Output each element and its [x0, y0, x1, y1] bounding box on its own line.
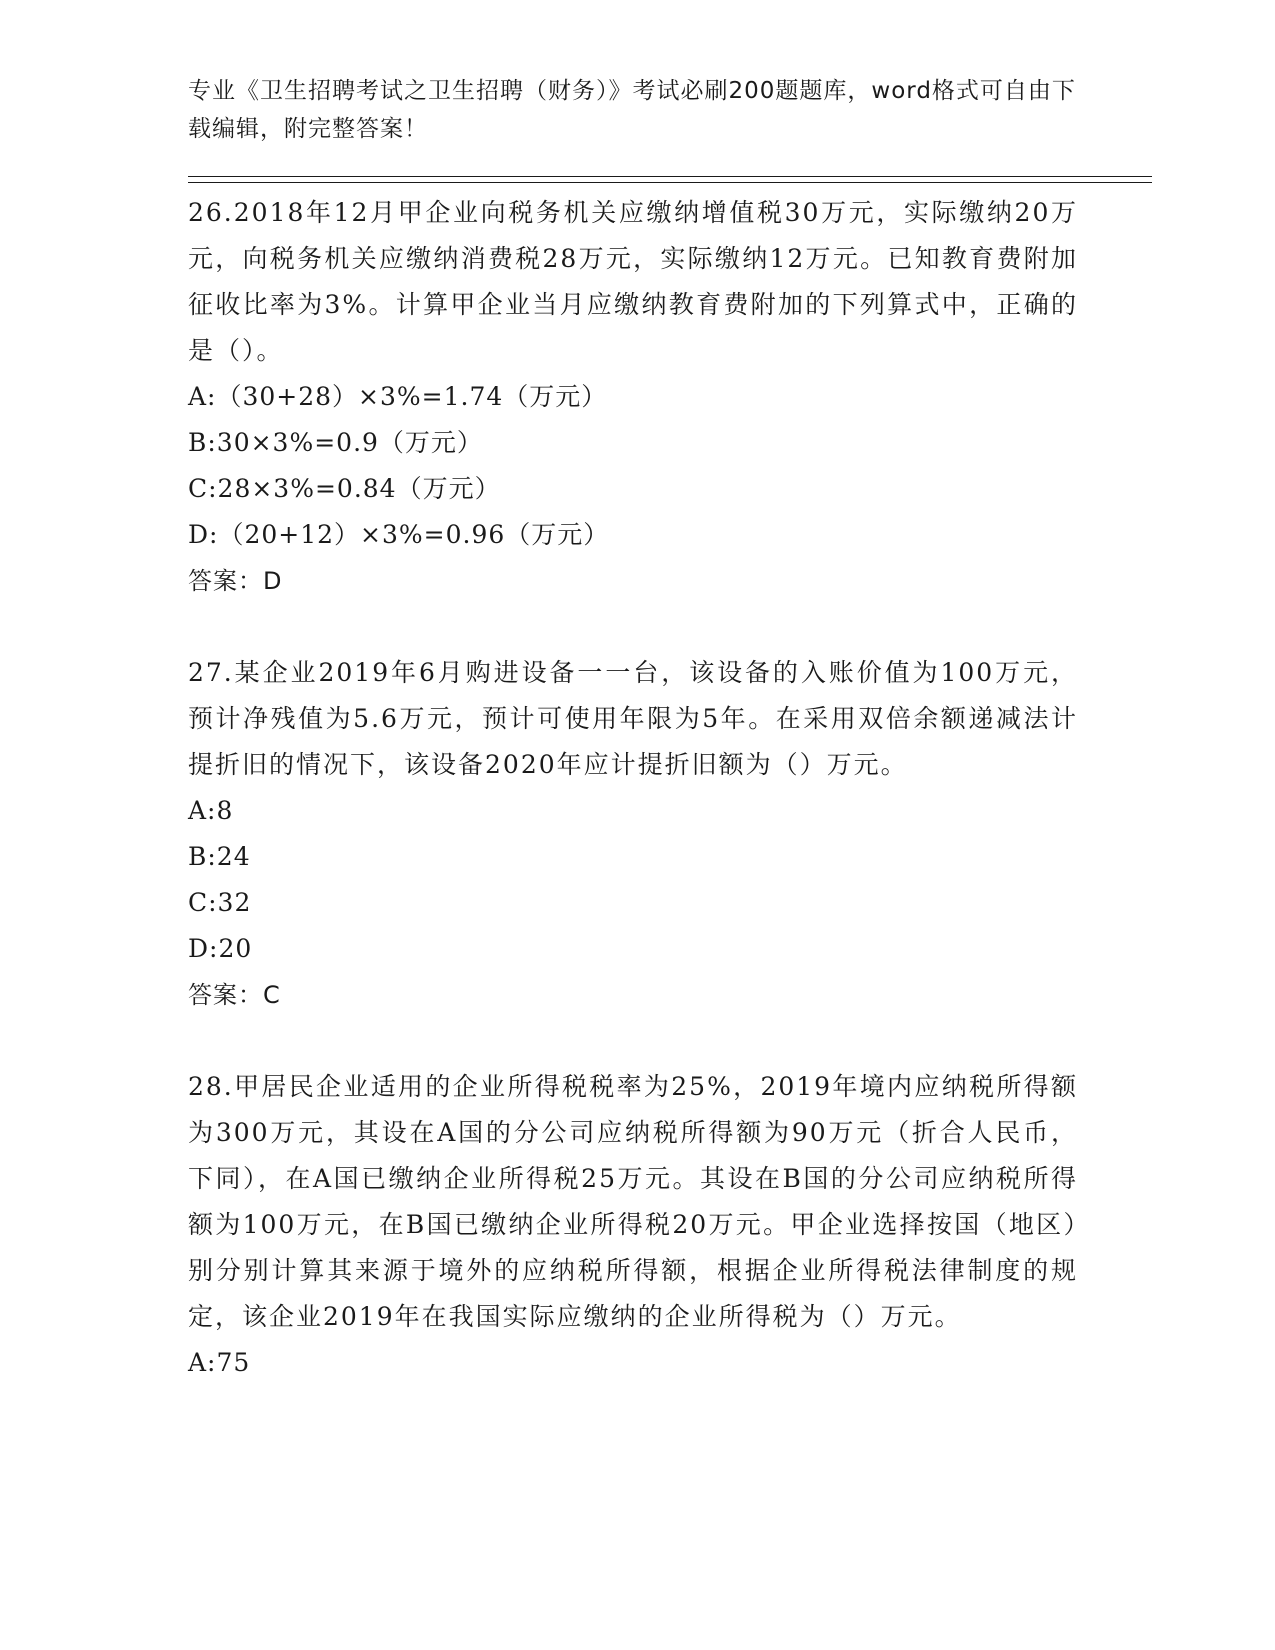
question-28 — [188, 1064, 1078, 1386]
question-stem: 26.2018年12月甲企业向税务机关应缴纳增值税30万元，实际缴纳20万元，向税务机关应缴纳消费税28万元，实际缴纳12万元。已知教育费附加征收比率为3%。计算甲企业当月应缴纳教育费附加的下列算式中，正确的是（）。 — [188, 198, 1078, 365]
option-a: A:75 — [188, 1348, 251, 1377]
answer: 答案：C — [188, 981, 281, 1009]
document-header — [188, 72, 1078, 148]
question-stem: 27.某企业2019年6月购进设备一一台，该设备的入账价值为100万元，预计净残值为5.6万元，预计可使用年限为5年。在采用双倍余额递减法计提折旧的情况下，该设备2020年应计提折旧额为（）万元。 — [188, 658, 1078, 779]
question-27 — [188, 650, 1078, 1018]
header-divider-bottom — [188, 182, 1152, 183]
question-26 — [188, 190, 1078, 604]
question-list — [188, 190, 1078, 1386]
option-d: D:20 — [188, 934, 253, 963]
option-a: A:（30+28）×3%=1.74（万元） — [188, 382, 608, 411]
header-text: 专业《卫生招聘考试之卫生招聘（财务）》考试必刷200题题库，word格式可自由下载编辑，附完整答案！ — [188, 78, 1076, 142]
option-b: B:30×3%=0.9（万元） — [188, 428, 483, 457]
option-c: C:32 — [188, 888, 252, 917]
option-c: C:28×3%=0.84（万元） — [188, 474, 501, 503]
question-spacer — [188, 1018, 1078, 1064]
option-a: A:8 — [188, 796, 234, 825]
question-spacer — [188, 604, 1078, 650]
question-stem: 28.甲居民企业适用的企业所得税税率为25%，2019年境内应纳税所得额为300万元，其设在A国的分公司应纳税所得额为90万元（折合人民币，下同），在A国已缴纳企业所得税25万元。其设在B国的分公司应纳税所得额为100万元，在B国已缴纳企业所得税20万元。甲企业选择按国（地区）别分别计算其来源于境外的应纳税所得额，根据企业所得税法律制度的规定，该企业2019年在我国实际应缴纳的企业所得税为（）万元。 — [188, 1072, 1078, 1331]
answer: 答案：D — [188, 567, 283, 595]
option-b: B:24 — [188, 842, 251, 871]
option-d: D:（20+12）×3%=0.96（万元） — [188, 520, 610, 549]
header-divider-top — [188, 176, 1152, 177]
